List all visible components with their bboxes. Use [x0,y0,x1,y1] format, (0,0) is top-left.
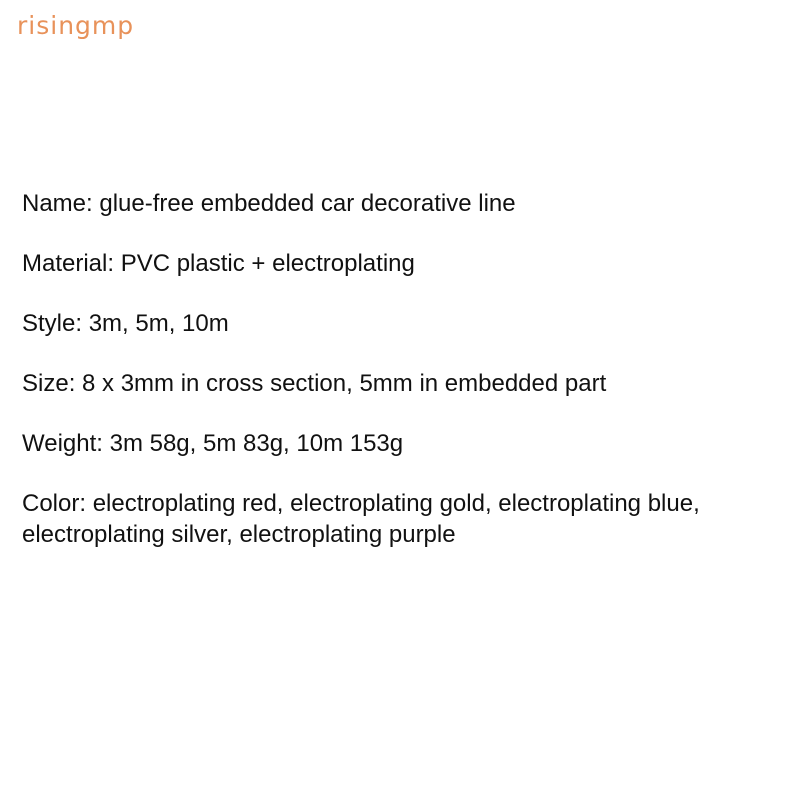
spec-list [22,188,782,579]
spec-size: Size: 8 x 3mm in cross section, 5mm in embedded part [22,370,607,397]
brand-watermark: risingmp [17,11,135,40]
spec-color: Color: electroplating red, electroplating gold, electroplating blue, electroplating silver, electroplating purple [22,490,700,548]
spec-material: Material: PVC plastic + electroplating [22,250,415,277]
spec-name: Name: glue-free embedded car decorative line [22,190,516,217]
spec-style: Style: 3m, 5m, 10m [22,310,229,337]
spec-weight: Weight: 3m 58g, 5m 83g, 10m 153g [22,430,404,457]
